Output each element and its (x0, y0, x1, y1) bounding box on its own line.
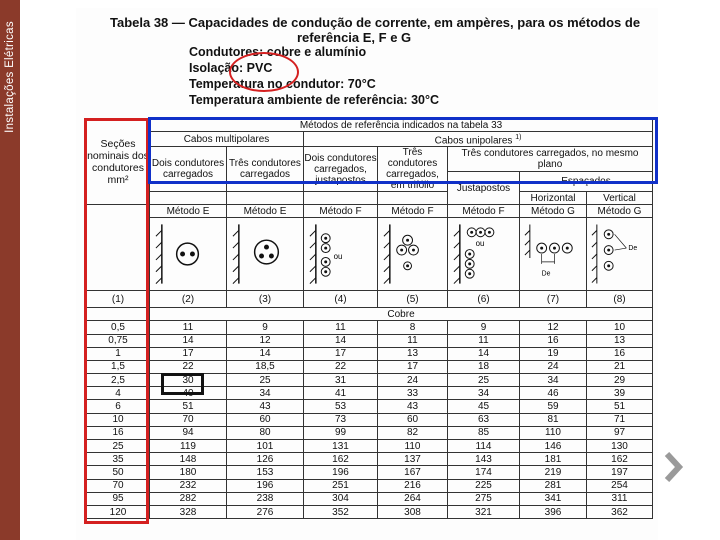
capacity-cell: 30 (150, 374, 227, 387)
table-row (87, 492, 653, 505)
capacity-cell: 14 (304, 334, 378, 347)
capacity-cell: 14 (150, 334, 227, 347)
capacity-cell: 114 (448, 440, 520, 453)
capacity-cell: 22 (304, 360, 378, 373)
capacity-cell: 119 (150, 440, 227, 453)
section-cell: 6 (87, 400, 150, 413)
capacity-cell: 321 (448, 505, 520, 518)
section-cell: 25 (87, 440, 150, 453)
material-spacer (87, 308, 150, 321)
unipolar-trefoil-icon (378, 218, 447, 290)
capacity-cell: 9 (227, 321, 304, 334)
capacity-cell: 71 (587, 413, 653, 426)
section-cell: 50 (87, 466, 150, 479)
capacity-cell: 46 (520, 387, 587, 400)
capacity-cell: 130 (587, 440, 653, 453)
capacity-cell: 99 (304, 426, 378, 439)
capacity-cell: 101 (227, 440, 304, 453)
header-juxtaposed: Justapostos (448, 172, 520, 205)
method-label: Método E (227, 205, 304, 218)
multipolar-header: Cabos multipolares (150, 132, 304, 147)
capacity-cell: 219 (520, 466, 587, 479)
multipolar-three-cable-icon (227, 218, 303, 290)
capacity-cell: 11 (378, 334, 448, 347)
capacity-cell: 153 (227, 466, 304, 479)
spaced-vertical-icon (587, 218, 652, 290)
capacity-cell: 34 (227, 387, 304, 400)
col-number: (4) (304, 291, 378, 308)
capacity-cell: 251 (304, 479, 378, 492)
capacity-cell: 24 (520, 360, 587, 373)
illustration-cell (448, 218, 520, 291)
section-cell: 2,5 (87, 374, 150, 387)
header-three-loaded: Três condutores carregados (227, 147, 304, 192)
meta-insulation: Isolação: PVC (189, 61, 273, 75)
methods-header: Métodos de referência indicados na tabela 33 (150, 119, 653, 132)
capacity-cell: 22 (150, 360, 227, 373)
table-row (87, 426, 653, 439)
table-row (87, 479, 653, 492)
capacity-cell: 328 (150, 505, 227, 518)
sections-cell-continued (87, 205, 150, 291)
capacity-cell: 13 (378, 347, 448, 360)
method-label: Método F (378, 205, 448, 218)
capacity-cell: 11 (448, 334, 520, 347)
capacity-cell: 232 (150, 479, 227, 492)
capacity-cell: 196 (304, 466, 378, 479)
capacity-cell: 110 (378, 440, 448, 453)
capacity-cell: 304 (304, 492, 378, 505)
capacity-cell: 33 (378, 387, 448, 400)
capacity-cell: 181 (520, 453, 587, 466)
table-row (87, 440, 653, 453)
section-cell: 10 (87, 413, 150, 426)
capacity-cell: 254 (587, 479, 653, 492)
capacity-cell: 31 (304, 374, 378, 387)
capacity-cell: 25 (227, 374, 304, 387)
sidebar-title: Instalações Elétricas (4, 21, 16, 133)
meta-conductor-temp: Temperatura no condutor: 70°C (189, 77, 376, 91)
capacity-cell: 19 (520, 347, 587, 360)
capacity-cell: 12 (520, 321, 587, 334)
capacity-cell: 17 (378, 360, 448, 373)
capacity-cell: 51 (587, 400, 653, 413)
illustration-cell (150, 218, 227, 291)
capacity-cell: 97 (587, 426, 653, 439)
capacity-cell: 196 (227, 479, 304, 492)
capacity-cell: 18,5 (227, 360, 304, 373)
capacity-table-body (87, 321, 653, 519)
capacity-cell: 143 (448, 453, 520, 466)
capacity-cell: 16 (520, 334, 587, 347)
capacity-cell: 276 (227, 505, 304, 518)
col-number: (6) (448, 291, 520, 308)
section-cell: 0,5 (87, 321, 150, 334)
col-number: (2) (150, 291, 227, 308)
capacity-cell: 275 (448, 492, 520, 505)
capacity-cell: 94 (150, 426, 227, 439)
capacity-cell: 70 (150, 413, 227, 426)
section-cell: 35 (87, 453, 150, 466)
capacity-cell: 21 (587, 360, 653, 373)
capacity-cell: 40 (150, 387, 227, 400)
meta-conductors: Condutores: cobre e alumínio (189, 45, 367, 59)
capacity-cell: 11 (304, 321, 378, 334)
illustration-cell (587, 218, 653, 291)
illustration-cell (227, 218, 304, 291)
capacity-cell: 10 (587, 321, 653, 334)
capacity-cell: 53 (304, 400, 378, 413)
or-label: ou (475, 239, 485, 249)
capacity-cell: 264 (378, 492, 448, 505)
capacity-cell: 63 (448, 413, 520, 426)
capacity-cell: 81 (520, 413, 587, 426)
capacity-cell: 216 (378, 479, 448, 492)
capacity-cell: 25 (448, 374, 520, 387)
capacity-cell: 146 (520, 440, 587, 453)
capacity-cell: 45 (448, 400, 520, 413)
section-cell: 4 (87, 387, 150, 400)
unipolar-two-juxtaposed-icon (304, 218, 377, 290)
method-label: Método F (448, 205, 520, 218)
capacity-cell: 24 (378, 374, 448, 387)
capacity-cell: 9 (448, 321, 520, 334)
header-spaced: Espaçados (520, 172, 653, 192)
capacity-cell: 18 (448, 360, 520, 373)
material-label: Cobre (150, 308, 653, 321)
capacity-cell: 60 (378, 413, 448, 426)
multipolar-two-cable-icon (150, 218, 226, 290)
table-title-line1: Tabela 38 — Capacidades de condução de corrente, em ampères, para os métodos de (110, 15, 641, 30)
capacity-cell: 137 (378, 453, 448, 466)
capacity-cell: 41 (304, 387, 378, 400)
col-number: (7) (520, 291, 587, 308)
capacity-cell: 126 (227, 453, 304, 466)
capacity-cell: 308 (378, 505, 448, 518)
col-number: (3) (227, 291, 304, 308)
capacity-cell: 352 (304, 505, 378, 518)
capacity-cell: 16 (587, 347, 653, 360)
unipolar-header: Cabos unipolares $^{1)}$ (304, 132, 653, 147)
capacity-cell: 39 (587, 387, 653, 400)
capacity-cell: 80 (227, 426, 304, 439)
table-row (87, 321, 653, 334)
capacity-cell: 311 (587, 492, 653, 505)
capacity-cell: 282 (150, 492, 227, 505)
method-label: Método E (150, 205, 227, 218)
capacity-cell: 362 (587, 505, 653, 518)
capacity-cell: 34 (520, 374, 587, 387)
capacity-cell: 174 (448, 466, 520, 479)
capacity-cell: 238 (227, 492, 304, 505)
capacity-cell: 34 (448, 387, 520, 400)
capacity-cell: 43 (227, 400, 304, 413)
table-row (87, 387, 653, 400)
table-row (87, 400, 653, 413)
capacity-cell: 8 (378, 321, 448, 334)
capacity-cell: 11 (150, 321, 227, 334)
capacity-cell: 17 (304, 347, 378, 360)
table-row (87, 374, 653, 387)
capacity-cell: 148 (150, 453, 227, 466)
capacity-cell: 162 (304, 453, 378, 466)
section-cell: 1 (87, 347, 150, 360)
capacity-cell: 17 (150, 347, 227, 360)
illustration-cell (520, 218, 587, 291)
section-cell: 120 (87, 505, 150, 518)
header-two-juxtaposed: Dois condutores carregados, justapostos (304, 147, 378, 192)
capacity-cell: 167 (378, 466, 448, 479)
header-vertical: Vertical (587, 192, 653, 205)
illustration-cell (378, 218, 448, 291)
col-number: (1) (87, 291, 150, 308)
table-title-line2: referência E, F e G (297, 30, 412, 45)
header-two-loaded: Dois condutores carregados (150, 147, 227, 192)
capacity-cell: 29 (587, 374, 653, 387)
capacity-cell: 110 (520, 426, 587, 439)
capacity-cell: 13 (587, 334, 653, 347)
sections-header: Seções nominais dos condutores mm² (87, 119, 150, 205)
table-row (87, 347, 653, 360)
capacity-cell: 43 (378, 400, 448, 413)
capacity-cell: 180 (150, 466, 227, 479)
method-label: Método G (587, 205, 653, 218)
section-cell: 16 (87, 426, 150, 439)
capacity-cell: 14 (448, 347, 520, 360)
capacity-cell: 396 (520, 505, 587, 518)
capacity-cell: 281 (520, 479, 587, 492)
illustration-cell (304, 218, 378, 291)
diameter-label: De (541, 270, 551, 278)
section-cell: 95 (87, 492, 150, 505)
section-cell: 1,5 (87, 360, 150, 373)
table-row (87, 453, 653, 466)
capacity-cell: 131 (304, 440, 378, 453)
capacity-cell: 14 (227, 347, 304, 360)
meta-ambient-temp: Temperatura ambiente de referência: 30°C (189, 93, 439, 107)
section-cell: 70 (87, 479, 150, 492)
table-row (87, 466, 653, 479)
capacity-cell: 85 (448, 426, 520, 439)
capacity-cell: 197 (587, 466, 653, 479)
table-row (87, 505, 653, 518)
capacity-table (86, 118, 653, 519)
method-label: Método G (520, 205, 587, 218)
capacity-cell: 51 (150, 400, 227, 413)
col-number: (8) (587, 291, 653, 308)
capacity-cell: 341 (520, 492, 587, 505)
unipolar-flat-juxtaposed-icon (448, 218, 519, 290)
table-row (87, 334, 653, 347)
col-number: (5) (378, 291, 448, 308)
capacity-cell: 82 (378, 426, 448, 439)
capacity-cell: 162 (587, 453, 653, 466)
section-cell: 0,75 (87, 334, 150, 347)
spaced-horizontal-icon (520, 218, 586, 290)
table-row (87, 360, 653, 373)
header-same-plane: Três condutores carregados, no mesmo plano (448, 147, 653, 172)
capacity-cell: 225 (448, 479, 520, 492)
diameter-label: De (628, 245, 638, 253)
chevron-right-icon[interactable] (663, 452, 685, 482)
capacity-cell: 59 (520, 400, 587, 413)
sidebar-strip (0, 0, 20, 540)
method-label: Método F (304, 205, 378, 218)
table-row (87, 413, 653, 426)
capacity-cell: 73 (304, 413, 378, 426)
header-three-trefoil: Três condutores carregados, em trifólio (378, 147, 448, 192)
capacity-cell: 60 (227, 413, 304, 426)
capacity-cell: 12 (227, 334, 304, 347)
or-label: ou (333, 252, 343, 262)
header-horizontal: Horizontal (520, 192, 587, 205)
